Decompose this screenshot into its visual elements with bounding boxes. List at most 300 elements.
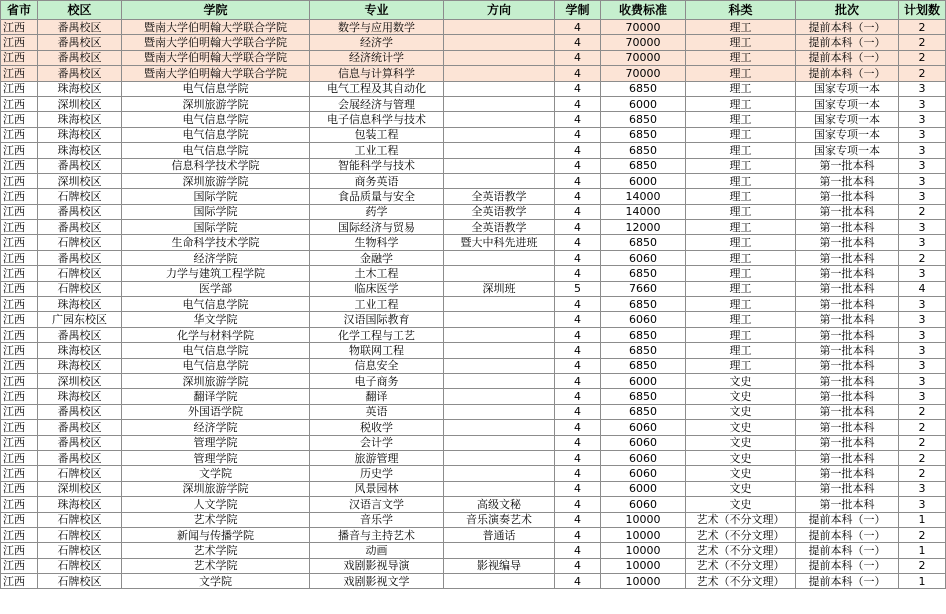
table-cell: 深圳校区 xyxy=(38,173,122,188)
table-cell xyxy=(444,250,555,265)
table-cell: 10000 xyxy=(601,543,686,558)
table-cell: 第一批本科 xyxy=(796,250,899,265)
table-cell: 国家专项一本 xyxy=(796,96,899,111)
table-cell: 4 xyxy=(899,281,946,296)
table-cell: 第一批本科 xyxy=(796,220,899,235)
table-cell: 国家专项一本 xyxy=(796,143,899,158)
table-cell xyxy=(444,112,555,127)
table-cell: 70000 xyxy=(601,50,686,65)
table-cell: 第一批本科 xyxy=(796,204,899,219)
table-cell: 7660 xyxy=(601,281,686,296)
table-cell: 6850 xyxy=(601,143,686,158)
table-row xyxy=(1,297,946,312)
table-cell: 新闻与传播学院 xyxy=(122,527,310,542)
table-cell: 第一批本科 xyxy=(796,343,899,358)
table-cell: 江西 xyxy=(1,435,38,450)
table-cell: 理工 xyxy=(686,143,796,158)
table-cell: 播音与主持艺术 xyxy=(310,527,444,542)
table-cell: 3 xyxy=(899,158,946,173)
table-cell: 艺术（不分文理） xyxy=(686,527,796,542)
table-cell xyxy=(444,20,555,35)
table-row xyxy=(1,358,946,373)
table-cell: 第一批本科 xyxy=(796,404,899,419)
table-row xyxy=(1,158,946,173)
table-cell: 6060 xyxy=(601,435,686,450)
table-cell: 外国语学院 xyxy=(122,404,310,419)
table-cell: 艺术（不分文理） xyxy=(686,574,796,589)
table-cell: 4 xyxy=(555,450,601,465)
table-cell: 国家专项一本 xyxy=(796,112,899,127)
table-row xyxy=(1,327,946,342)
table-cell: 江西 xyxy=(1,527,38,542)
table-cell: 珠海校区 xyxy=(38,343,122,358)
table-cell: 理工 xyxy=(686,81,796,96)
table-cell: 3 xyxy=(899,373,946,388)
table-cell xyxy=(444,127,555,142)
table-cell xyxy=(444,158,555,173)
column-header: 省市 xyxy=(1,1,38,20)
table-cell: 翻译学院 xyxy=(122,389,310,404)
table-cell: 4 xyxy=(555,204,601,219)
table-cell: 包装工程 xyxy=(310,127,444,142)
table-cell xyxy=(444,173,555,188)
table-cell: 4 xyxy=(555,481,601,496)
table-cell: 6850 xyxy=(601,127,686,142)
table-row xyxy=(1,143,946,158)
table-row xyxy=(1,35,946,50)
table-cell: 提前本科（一） xyxy=(796,35,899,50)
table-cell: 4 xyxy=(555,512,601,527)
table-cell: 3 xyxy=(899,96,946,111)
table-cell: 电子信息科学与技术 xyxy=(310,112,444,127)
table-cell: 6000 xyxy=(601,96,686,111)
table-cell: 第一批本科 xyxy=(796,481,899,496)
table-cell: 4 xyxy=(555,435,601,450)
table-cell: 会展经济与管理 xyxy=(310,96,444,111)
table-cell: 影视编导 xyxy=(444,558,555,573)
table-cell: 4 xyxy=(555,497,601,512)
table-cell: 汉语国际教育 xyxy=(310,312,444,327)
table-cell xyxy=(444,312,555,327)
table-cell: 经济学 xyxy=(310,35,444,50)
table-cell: 江西 xyxy=(1,143,38,158)
table-cell: 3 xyxy=(899,343,946,358)
table-cell: 4 xyxy=(555,127,601,142)
table-cell: 番禺校区 xyxy=(38,450,122,465)
table-cell: 汉语言文学 xyxy=(310,497,444,512)
table-row xyxy=(1,66,946,81)
table-cell xyxy=(444,358,555,373)
table-cell: 信息与计算科学 xyxy=(310,66,444,81)
table-cell: 珠海校区 xyxy=(38,297,122,312)
table-cell: 石牌校区 xyxy=(38,266,122,281)
table-cell: 石牌校区 xyxy=(38,543,122,558)
table-cell: 动画 xyxy=(310,543,444,558)
table-cell: 番禺校区 xyxy=(38,50,122,65)
table-cell: 4 xyxy=(555,543,601,558)
table-cell: 文史 xyxy=(686,466,796,481)
table-cell: 6850 xyxy=(601,81,686,96)
table-cell: 金融学 xyxy=(310,250,444,265)
table-cell: 暨南大学伯明翰大学联合学院 xyxy=(122,35,310,50)
table-cell: 国际经济与贸易 xyxy=(310,220,444,235)
table-cell: 番禺校区 xyxy=(38,220,122,235)
column-header: 学院 xyxy=(122,1,310,20)
table-cell: 江西 xyxy=(1,20,38,35)
table-cell: 4 xyxy=(555,81,601,96)
table-cell: 70000 xyxy=(601,35,686,50)
table-cell xyxy=(444,543,555,558)
table-cell: 电气信息学院 xyxy=(122,81,310,96)
table-cell: 音乐演奏艺术 xyxy=(444,512,555,527)
table-cell: 电气信息学院 xyxy=(122,343,310,358)
table-cell: 商务英语 xyxy=(310,173,444,188)
table-cell: 珠海校区 xyxy=(38,112,122,127)
table-cell: 6850 xyxy=(601,266,686,281)
table-cell: 4 xyxy=(555,20,601,35)
table-cell: 6060 xyxy=(601,250,686,265)
table-row xyxy=(1,127,946,142)
table-cell: 2 xyxy=(899,250,946,265)
table-cell xyxy=(444,50,555,65)
table-cell: 数学与应用数学 xyxy=(310,20,444,35)
table-cell: 12000 xyxy=(601,220,686,235)
table-cell: 番禺校区 xyxy=(38,20,122,35)
table-cell: 4 xyxy=(555,50,601,65)
table-cell: 3 xyxy=(899,327,946,342)
table-cell: 番禺校区 xyxy=(38,35,122,50)
table-cell: 经济学院 xyxy=(122,420,310,435)
table-cell: 电子商务 xyxy=(310,373,444,388)
table-cell: 提前本科（一） xyxy=(796,512,899,527)
table-cell: 番禺校区 xyxy=(38,250,122,265)
table-cell: 医学部 xyxy=(122,281,310,296)
table-row xyxy=(1,543,946,558)
table-cell: 4 xyxy=(555,235,601,250)
table-cell: 4 xyxy=(555,189,601,204)
table-cell: 江西 xyxy=(1,173,38,188)
table-cell: 4 xyxy=(555,266,601,281)
table-cell: 理工 xyxy=(686,96,796,111)
table-cell: 2 xyxy=(899,450,946,465)
table-cell: 4 xyxy=(555,420,601,435)
table-cell: 国际学院 xyxy=(122,204,310,219)
table-cell: 第一批本科 xyxy=(796,173,899,188)
table-cell: 4 xyxy=(555,173,601,188)
table-cell: 第一批本科 xyxy=(796,235,899,250)
table-row xyxy=(1,96,946,111)
table-cell: 高级文秘 xyxy=(444,497,555,512)
table-cell: 珠海校区 xyxy=(38,389,122,404)
table-cell: 1 xyxy=(899,574,946,589)
table-cell: 电气信息学院 xyxy=(122,143,310,158)
table-cell: 理工 xyxy=(686,66,796,81)
table-cell: 江西 xyxy=(1,466,38,481)
table-cell: 文史 xyxy=(686,373,796,388)
table-cell: 理工 xyxy=(686,220,796,235)
table-cell: 石牌校区 xyxy=(38,574,122,589)
table-cell: 6850 xyxy=(601,112,686,127)
table-cell: 4 xyxy=(555,343,601,358)
table-cell xyxy=(444,297,555,312)
table-cell: 珠海校区 xyxy=(38,143,122,158)
table-row xyxy=(1,558,946,573)
table-cell: 番禺校区 xyxy=(38,66,122,81)
table-cell: 石牌校区 xyxy=(38,189,122,204)
table-cell: 艺术学院 xyxy=(122,558,310,573)
table-cell: 生物科学 xyxy=(310,235,444,250)
table-cell: 暨南大学伯明翰大学联合学院 xyxy=(122,66,310,81)
table-cell: 江西 xyxy=(1,574,38,589)
table-cell: 化学与材料学院 xyxy=(122,327,310,342)
table-cell: 提前本科（一） xyxy=(796,558,899,573)
table-cell: 6000 xyxy=(601,481,686,496)
table-cell: 深圳旅游学院 xyxy=(122,481,310,496)
table-cell: 戏剧影视导演 xyxy=(310,558,444,573)
table-cell: 2 xyxy=(899,420,946,435)
table-cell: 旅游管理 xyxy=(310,450,444,465)
table-cell: 土木工程 xyxy=(310,266,444,281)
table-cell: 理工 xyxy=(686,158,796,173)
table-cell: 理工 xyxy=(686,358,796,373)
table-cell: 深圳旅游学院 xyxy=(122,373,310,388)
table-cell: 普通话 xyxy=(444,527,555,542)
table-cell: 4 xyxy=(555,66,601,81)
table-cell: 70000 xyxy=(601,66,686,81)
table-cell: 珠海校区 xyxy=(38,358,122,373)
table-cell: 风景园林 xyxy=(310,481,444,496)
table-cell: 提前本科（一） xyxy=(796,543,899,558)
table-cell: 第一批本科 xyxy=(796,466,899,481)
table-cell: 历史学 xyxy=(310,466,444,481)
table-cell: 理工 xyxy=(686,281,796,296)
table-row xyxy=(1,343,946,358)
table-cell: 番禺校区 xyxy=(38,327,122,342)
table-cell: 2 xyxy=(899,20,946,35)
table-cell: 江西 xyxy=(1,50,38,65)
table-cell xyxy=(444,373,555,388)
table-cell: 文史 xyxy=(686,481,796,496)
table-cell: 江西 xyxy=(1,158,38,173)
table-cell: 力学与建筑工程学院 xyxy=(122,266,310,281)
table-cell: 深圳旅游学院 xyxy=(122,96,310,111)
table-cell: 第一批本科 xyxy=(796,297,899,312)
table-cell: 提前本科（一） xyxy=(796,66,899,81)
table-cell: 江西 xyxy=(1,327,38,342)
table-row xyxy=(1,481,946,496)
table-cell: 10000 xyxy=(601,527,686,542)
table-cell: 2 xyxy=(899,527,946,542)
table-row xyxy=(1,527,946,542)
table-cell: 1 xyxy=(899,543,946,558)
table-cell: 番禺校区 xyxy=(38,435,122,450)
table-cell: 3 xyxy=(899,389,946,404)
table-cell: 江西 xyxy=(1,66,38,81)
table-cell: 6850 xyxy=(601,343,686,358)
table-cell: 3 xyxy=(899,189,946,204)
table-cell: 理工 xyxy=(686,327,796,342)
table-cell: 生命科学技术学院 xyxy=(122,235,310,250)
table-cell: 理工 xyxy=(686,204,796,219)
table-cell: 电气信息学院 xyxy=(122,297,310,312)
table-cell: 英语 xyxy=(310,404,444,419)
table-cell: 暨大中科先进班 xyxy=(444,235,555,250)
table-cell xyxy=(444,389,555,404)
table-cell xyxy=(444,35,555,50)
table-cell: 文史 xyxy=(686,497,796,512)
table-cell: 深圳班 xyxy=(444,281,555,296)
table-cell: 艺术（不分文理） xyxy=(686,512,796,527)
table-cell: 1 xyxy=(899,512,946,527)
table-cell: 会计学 xyxy=(310,435,444,450)
table-row xyxy=(1,512,946,527)
table-cell: 理工 xyxy=(686,173,796,188)
table-cell: 江西 xyxy=(1,312,38,327)
table-cell: 江西 xyxy=(1,96,38,111)
table-cell: 6850 xyxy=(601,327,686,342)
table-cell: 理工 xyxy=(686,312,796,327)
table-row xyxy=(1,373,946,388)
table-cell: 文史 xyxy=(686,435,796,450)
table-cell: 物联网工程 xyxy=(310,343,444,358)
table-cell: 4 xyxy=(555,96,601,111)
table-row xyxy=(1,389,946,404)
table-row xyxy=(1,312,946,327)
column-header: 科类 xyxy=(686,1,796,20)
table-cell: 3 xyxy=(899,497,946,512)
table-cell xyxy=(444,466,555,481)
table-cell: 3 xyxy=(899,481,946,496)
table-cell: 第一批本科 xyxy=(796,497,899,512)
table-cell: 江西 xyxy=(1,35,38,50)
table-cell: 理工 xyxy=(686,20,796,35)
table-cell: 江西 xyxy=(1,235,38,250)
table-row xyxy=(1,235,946,250)
table-cell: 6850 xyxy=(601,404,686,419)
table-cell: 深圳旅游学院 xyxy=(122,173,310,188)
table-row xyxy=(1,20,946,35)
table-cell: 文史 xyxy=(686,450,796,465)
table-cell: 3 xyxy=(899,173,946,188)
table-cell: 理工 xyxy=(686,189,796,204)
table-cell: 石牌校区 xyxy=(38,512,122,527)
table-cell: 智能科学与技术 xyxy=(310,158,444,173)
table-cell: 石牌校区 xyxy=(38,558,122,573)
table-cell xyxy=(444,450,555,465)
table-cell: 全英语教学 xyxy=(444,189,555,204)
table-cell: 理工 xyxy=(686,235,796,250)
table-cell: 2 xyxy=(899,66,946,81)
table-cell: 全英语教学 xyxy=(444,220,555,235)
table-cell: 石牌校区 xyxy=(38,235,122,250)
table-cell: 4 xyxy=(555,574,601,589)
table-cell: 江西 xyxy=(1,204,38,219)
table-cell xyxy=(444,420,555,435)
table-cell: 暨南大学伯明翰大学联合学院 xyxy=(122,20,310,35)
table-cell: 江西 xyxy=(1,543,38,558)
table-cell xyxy=(444,96,555,111)
table-cell: 14000 xyxy=(601,189,686,204)
table-cell: 食品质量与安全 xyxy=(310,189,444,204)
table-cell: 文史 xyxy=(686,420,796,435)
table-cell: 临床医学 xyxy=(310,281,444,296)
table-cell: 番禺校区 xyxy=(38,204,122,219)
table-cell: 国家专项一本 xyxy=(796,127,899,142)
table-cell: 经济统计学 xyxy=(310,50,444,65)
column-header: 学制 xyxy=(555,1,601,20)
table-row xyxy=(1,220,946,235)
table-cell xyxy=(444,435,555,450)
table-cell: 人文学院 xyxy=(122,497,310,512)
column-header: 计划数 xyxy=(899,1,946,20)
column-header: 收费标准 xyxy=(601,1,686,20)
table-cell: 深圳校区 xyxy=(38,373,122,388)
table-cell: 4 xyxy=(555,466,601,481)
table-cell: 电气工程及其自动化 xyxy=(310,81,444,96)
header-row xyxy=(1,1,946,20)
table-cell: 经济学院 xyxy=(122,250,310,265)
table-row xyxy=(1,173,946,188)
table-cell: 4 xyxy=(555,527,601,542)
table-cell: 华文学院 xyxy=(122,312,310,327)
table-cell: 2 xyxy=(899,466,946,481)
column-header: 校区 xyxy=(38,1,122,20)
table-body xyxy=(1,20,946,589)
table-cell: 艺术（不分文理） xyxy=(686,558,796,573)
table-cell: 艺术（不分文理） xyxy=(686,543,796,558)
table-cell: 深圳校区 xyxy=(38,96,122,111)
table-cell: 石牌校区 xyxy=(38,281,122,296)
table-cell: 2 xyxy=(899,404,946,419)
table-row xyxy=(1,50,946,65)
table-cell: 江西 xyxy=(1,558,38,573)
table-cell: 翻译 xyxy=(310,389,444,404)
table-cell: 深圳校区 xyxy=(38,481,122,496)
table-cell: 第一批本科 xyxy=(796,281,899,296)
table-cell: 提前本科（一） xyxy=(796,527,899,542)
table-cell xyxy=(444,66,555,81)
table-cell: 6060 xyxy=(601,312,686,327)
table-row xyxy=(1,112,946,127)
table-cell: 2 xyxy=(899,435,946,450)
table-cell xyxy=(444,81,555,96)
table-cell: 江西 xyxy=(1,297,38,312)
table-cell: 6850 xyxy=(601,235,686,250)
table-row xyxy=(1,435,946,450)
table-cell: 6000 xyxy=(601,173,686,188)
table-cell: 理工 xyxy=(686,35,796,50)
table-cell: 6000 xyxy=(601,373,686,388)
table-cell: 第一批本科 xyxy=(796,266,899,281)
table-cell: 6060 xyxy=(601,450,686,465)
table-cell: 第一批本科 xyxy=(796,358,899,373)
table-cell: 6060 xyxy=(601,497,686,512)
table-cell: 江西 xyxy=(1,112,38,127)
table-cell: 6850 xyxy=(601,389,686,404)
table-cell: 工业工程 xyxy=(310,143,444,158)
table-cell: 理工 xyxy=(686,297,796,312)
table-cell: 广园东校区 xyxy=(38,312,122,327)
table-cell: 70000 xyxy=(601,20,686,35)
table-cell: 番禺校区 xyxy=(38,420,122,435)
table-cell: 提前本科（一） xyxy=(796,574,899,589)
table-cell: 江西 xyxy=(1,497,38,512)
table-row xyxy=(1,574,946,589)
table-row xyxy=(1,466,946,481)
table-cell: 第一批本科 xyxy=(796,420,899,435)
table-cell: 第一批本科 xyxy=(796,189,899,204)
table-cell: 3 xyxy=(899,143,946,158)
